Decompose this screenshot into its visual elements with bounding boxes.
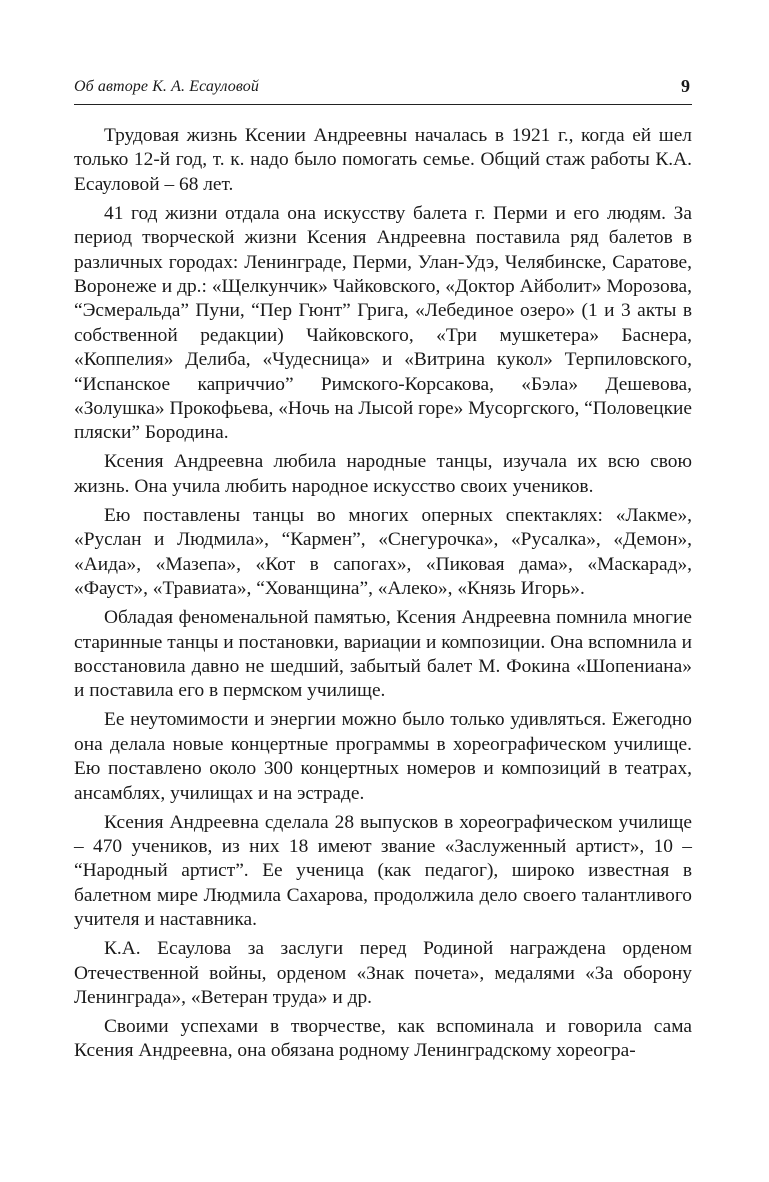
paragraph: К.А. Есаулова за заслуги перед Родиной награждена орденом Отечественной войны, орденом «Знак почета», медалями «За оборону Ленинграда», «Ветеран труда» и др. [74, 938, 692, 1008]
paragraph: Ее неутомимости и энергии можно было только удивляться. Ежегодно она делала новые концертные программы в хореографическом училище. Ею поставлено около 300 концертных номеров и композиций в театрах, ансамблях, училищах и на эстраде. [74, 709, 692, 804]
page-header [74, 74, 692, 105]
paragraph: Обладая феноменальной памятью, Ксения Андреевна помнила многие старинные танцы и постановки, вариации и композиции. Она вспомнила и восстановила давно не шедший, забытый балет М. Фокина «Шопениана» и поставила его в пермском училище. [74, 607, 692, 702]
paragraph: Своими успехами в творчестве, как вспоминала и говорила сама Ксения Андреевна, она обязана родному Ленинградскому хореогра- [74, 1015, 692, 1062]
paragraph: Трудовая жизнь Ксении Андреевны началась в 1921 г., когда ей шел только 12-й год, т. к. надо было помогать семье. Общий стаж работы К.А. Есауловой – 68 лет. [74, 125, 692, 195]
page-number: 9 [681, 76, 690, 96]
paragraph: 41 год жизни отдала она искусству балета г. Перми и его людям. За период творческой жизни Ксения Андреевна поставила ряд балетов в различных городах: Ленинграде, Перми, Улан-Удэ, Челябинске, Саратове, Воронеже и др.: «Щелкунчик» Чайковского, «Доктор Айболит» Морозова, “Эсмеральда” Пуни, “Пер Гюнт” Грига, «Лебединое озеро» (1 и 3 акты в собственной редакции) Чайковского, «Три мушкетера» Баснера, «Коппелия» Делиба, «Чудесница» и «Витрина кукол» Терпиловского, “Испанское каприччио” Римского-Корсакова, «Бэла» Дешевова, «Золушка» Прокофьева, «Ночь на Лысой горе» Мусоргского, “Половецкие пляски” Бородина. [74, 202, 692, 444]
paragraph: Ею поставлены танцы во многих оперных спектаклях: «Лакме», «Руслан и Людмила», “Кармен”, «Снегурочка», «Русалка», «Демон», «Аида», «Мазепа», «Кот в сапогах», «Пиковая дама», «Маскарад», «Фауст», «Травиата», “Хованщина”, «Алеко», «Князь Игорь». [74, 504, 692, 600]
paragraph: Ксения Андреевна сделала 28 выпусков в хореографическом училище – 470 учеников, из них 18 имеют звание «Заслуженный артист», 10 – “Народный артист”. Ее ученица (как педагог), широко известная в балетном мире Людмила Сахарова, продолжила дело своего талантливого учителя и наставника. [74, 811, 692, 931]
body-text [74, 124, 692, 1068]
paragraph: Ксения Андреевна любила народные танцы, изучала их всю свою жизнь. Она учила любить народное искусство своих учеников. [74, 451, 692, 497]
running-title: Об авторе К. А. Есауловой [74, 78, 259, 95]
